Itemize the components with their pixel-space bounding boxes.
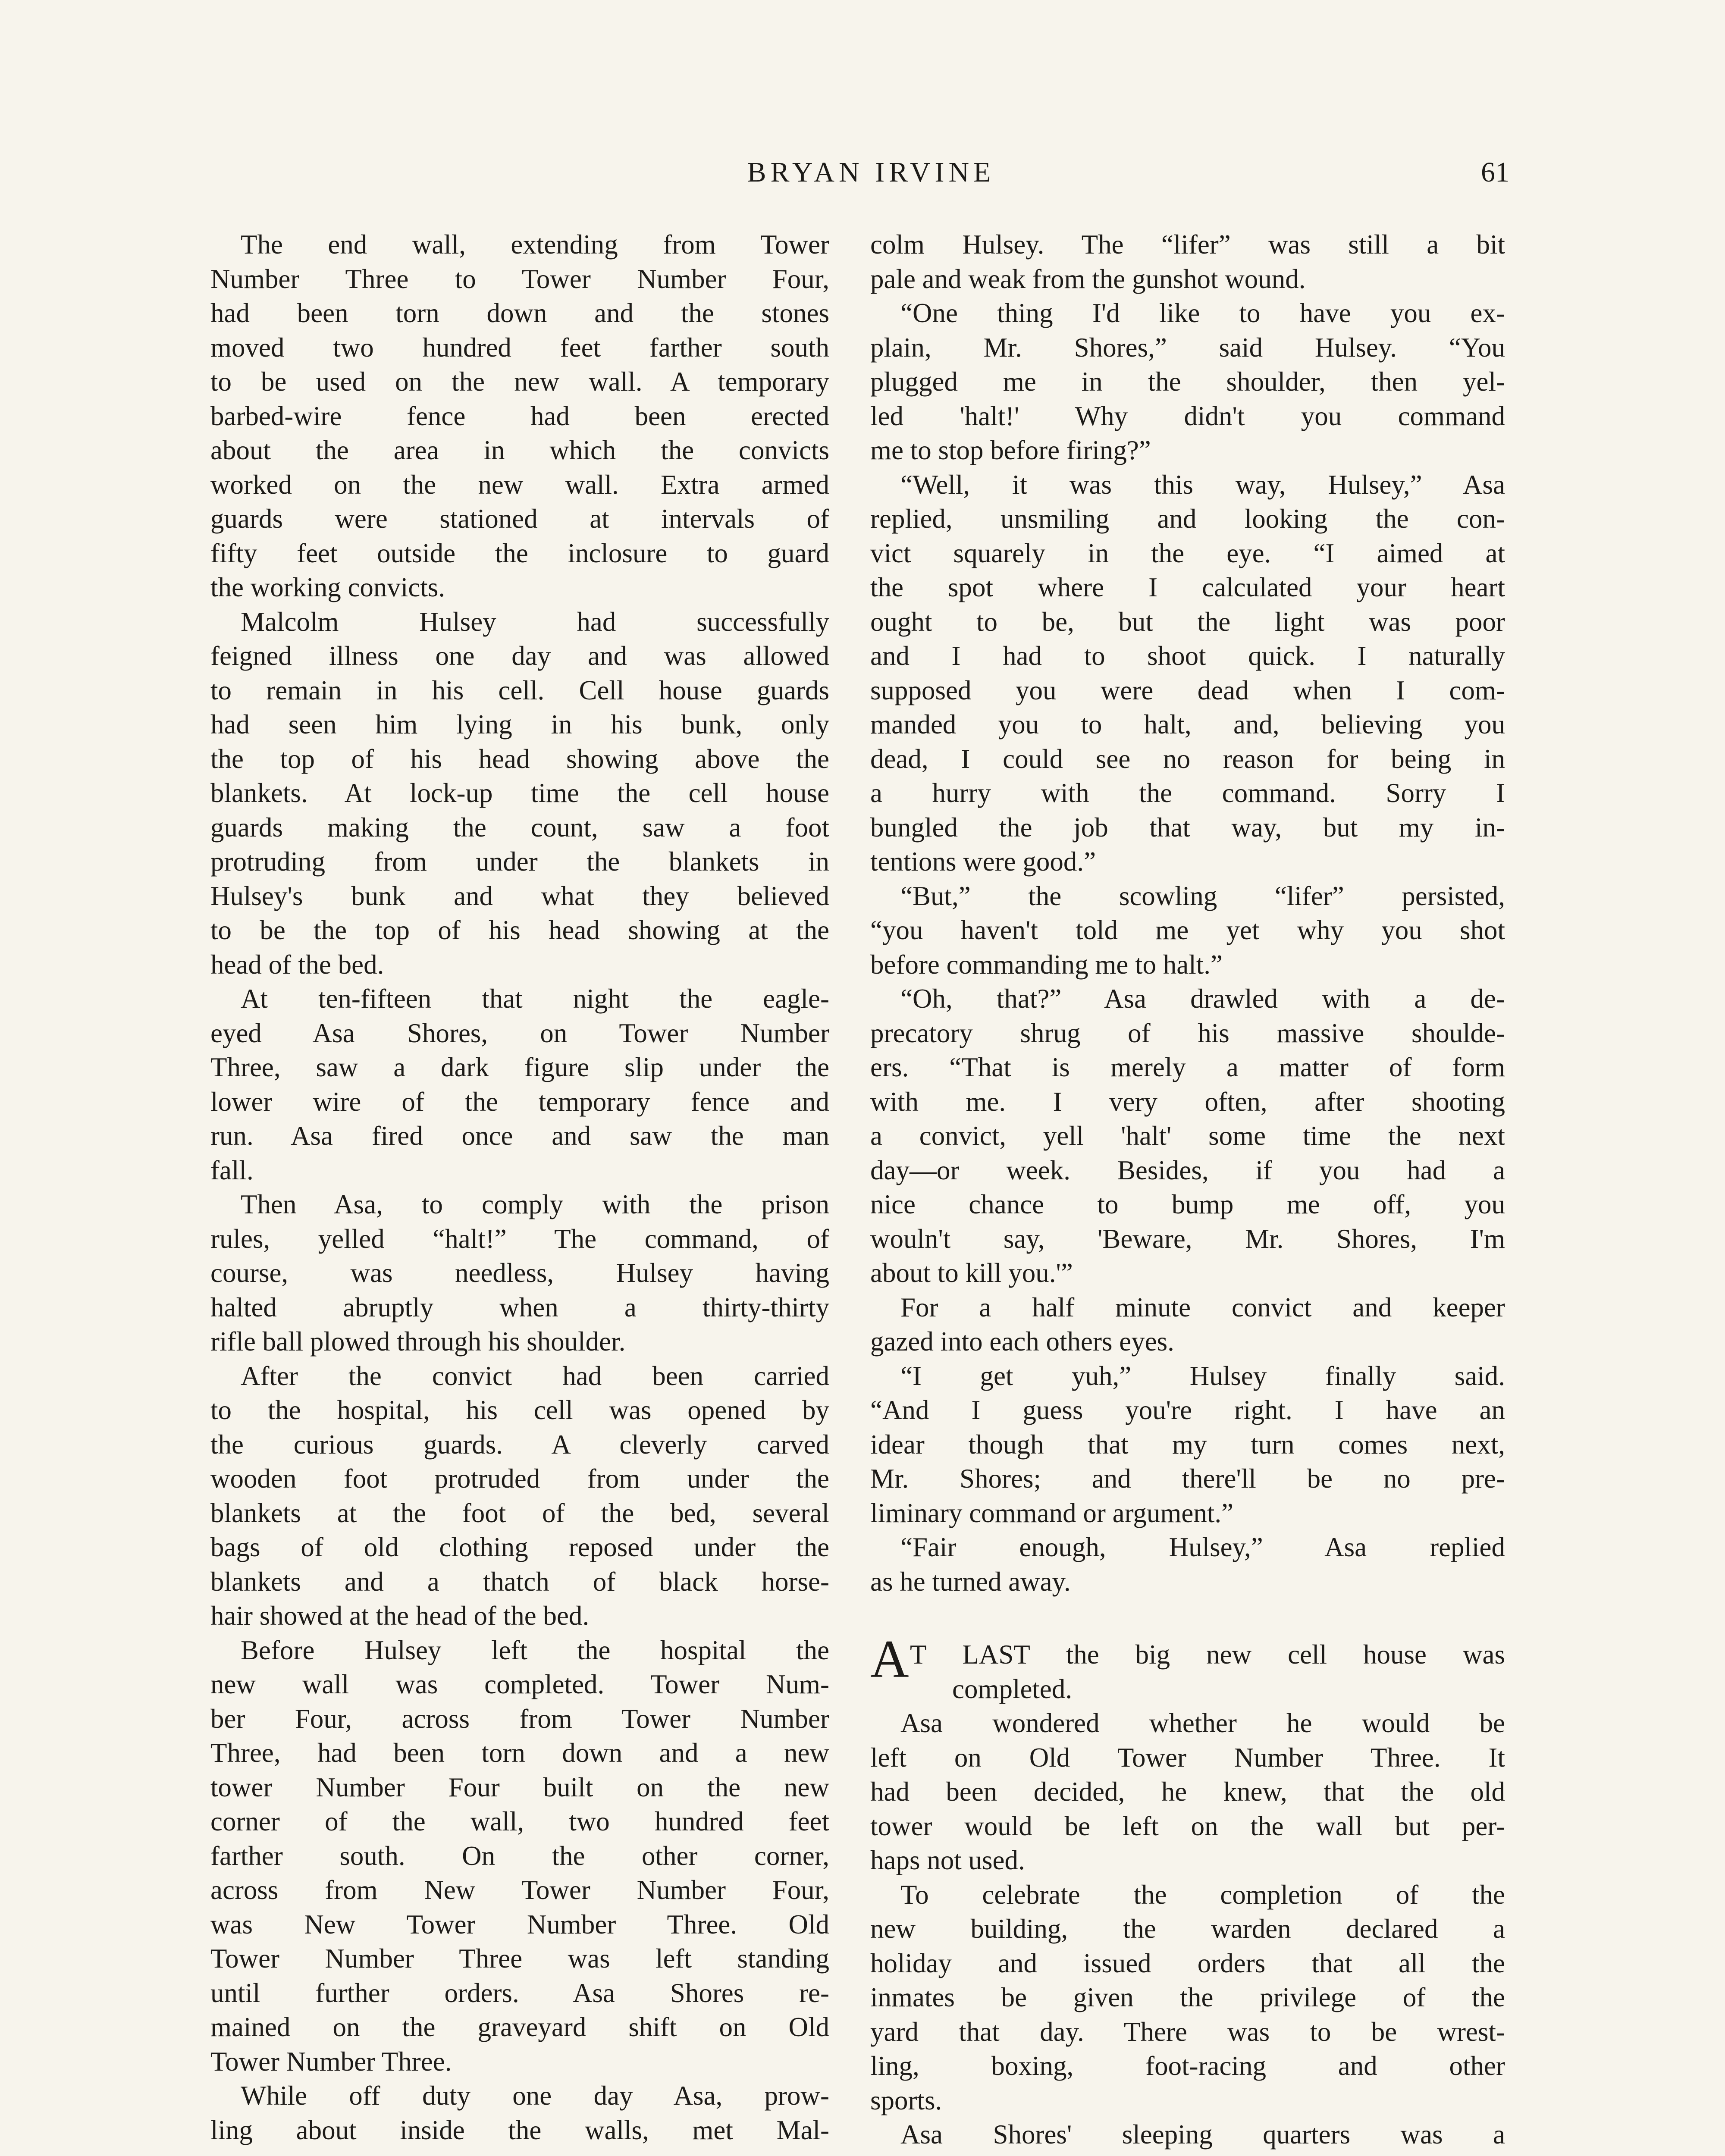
text-line: with me. I very often, after shooting [870,1086,1505,1117]
text-line: ling about inside the walls, met Mal- [210,2115,829,2145]
text-line: was New Tower Number Three. Old [210,1909,829,1940]
text-line: After the convict had been carried [241,1360,829,1391]
text-line: about to kill you.'” [870,1258,1073,1288]
text-line: had been decided, he knew, that the old [870,1777,1505,1807]
text-line: supposed you were dead when I com- [870,675,1505,705]
text-line: “Fair enough, Hulsey,” Asa replied [900,1532,1505,1562]
text-line: to the hospital, his cell was opened by [210,1395,829,1425]
text-line: For a half minute convict and keeper [900,1292,1505,1322]
left-column [210,228,829,2147]
text-line: replied, unsmiling and looking the con- [870,504,1505,534]
text-line: as he turned away. [870,1566,1071,1597]
page-number: 61 [1481,157,1509,188]
text-line: Then Asa, to comply with the prison [241,1189,829,1219]
text-line: had seen him lying in his bunk, only [210,709,829,740]
text-line: guards making the count, saw a foot [210,812,829,843]
text-line: nice chance to bump me off, you [870,1189,1505,1219]
text-line: feigned illness one day and was allowed [210,641,829,671]
text-line: dead, I could see no reason for being in [870,743,1505,774]
text-line: about the area in which the convicts [210,435,829,465]
text-line: ought to be, but the light was poor [870,606,1505,637]
text-line: colm Hulsey. The “lifer” was still a bit [870,229,1505,260]
text-line: tentions were good.” [870,846,1096,877]
text-line: ber Four, across from Tower Number [210,1703,829,1734]
text-line: Mr. Shores; and there'll be no pre- [870,1463,1505,1494]
text-line: Tower Number Three was left standing [210,1943,829,1974]
text-line: left on Old Tower Number Three. It [870,1742,1505,1773]
text-line: mained on the graveyard shift on Old [210,2012,829,2042]
text-line: head of the bed. [210,949,384,980]
text-line: Malcolm Hulsey had successfully [241,606,829,637]
text-line: Asa wondered whether he would be [900,1708,1505,1738]
text-line: wooden foot protruded from under the [210,1463,829,1494]
text-line: liminary command or argument.” [870,1498,1234,1528]
text-line: the spot where I calculated your heart [870,572,1505,602]
text-line: The end wall, extending from Tower [241,229,829,260]
text-line: bags of old clothing reposed under the [210,1532,829,1562]
text-line: new building, the warden declared a [870,1914,1505,1944]
text-line: haps not used. [870,1845,1025,1875]
text-line: blankets and a thatch of black horse- [210,1566,829,1597]
text-line: Asa Shores' sleeping quarters was a [900,2119,1505,2150]
text-line: guards were stationed at intervals of [210,504,829,534]
text-line: While off duty one day Asa, prow- [241,2081,829,2111]
text-line: sports. [870,2085,942,2115]
text-line: barbed-wire fence had been erected [210,401,829,431]
text-line: Before Hulsey left the hospital the [241,1635,829,1665]
text-line: to be used on the new wall. A temporary [210,367,829,397]
text-line: across from New Tower Number Four, [210,1875,829,1905]
text-line: Tower Number Three. [210,2046,452,2077]
text-line: rules, yelled “halt!” The command, of [210,1223,829,1254]
text-line: tower Number Four built on the new [210,1772,829,1802]
drop-cap-continuation: completed. [952,1673,1073,1704]
text-line: halted abruptly when a thirty-thirty [210,1292,829,1322]
text-line: tower would be left on the wall but per- [870,1811,1505,1841]
section-break [870,1599,1505,1638]
text-line: hair showed at the head of the bed. [210,1601,590,1631]
text-line: had been torn down and the stones [210,298,829,328]
drop-cap-line-text: T LAST the big new cell house was [910,1639,1505,1670]
text-line: day—or week. Besides, if you had a [870,1155,1505,1185]
text-line: led 'halt!' Why didn't you command [870,401,1505,431]
text-line: moved two hundred feet farther south [210,332,829,363]
text-line: Three, saw a dark figure slip under the [210,1052,829,1082]
text-line: Number Three to Tower Number Four, [210,263,829,294]
text-line: blankets at the foot of the bed, several [210,1498,829,1528]
text-line: the curious guards. A cleverly carved [210,1429,829,1460]
text-line: protruding from under the blankets in [210,846,829,877]
text-line: run. Asa fired once and saw the man [210,1121,829,1151]
text-line: “Well, it was this way, Hulsey,” Asa [900,469,1505,500]
text-line: corner of the wall, two hundred feet [210,1806,829,1836]
text-line: fifty feet outside the inclosure to guard [210,538,829,568]
text-line: a hurry with the command. Sorry I [870,778,1505,808]
running-title: BRYAN IRVINE [747,157,995,188]
text-line: blankets. At lock-up time the cell house [210,778,829,808]
text-line: To celebrate the completion of the [900,1879,1505,1910]
text-line: plain, Mr. Shores,” said Hulsey. “You [870,332,1505,363]
text-line: rifle ball plowed through his shoulder. [210,1326,626,1357]
text-line: and I had to shoot quick. I naturally [870,641,1505,671]
text-line: the working convicts. [210,572,445,602]
text-line: “But,” the scowling “lifer” persisted, [900,881,1505,911]
right-column-section-two [870,1630,1505,2152]
text-line: gazed into each others eyes. [870,1326,1174,1357]
section-two-lines [870,1706,1505,2152]
right-column [870,228,1505,2152]
text-line: lower wire of the temporary fence and [210,1086,829,1117]
text-line: to be the top of his head showing at the [210,915,829,945]
right-column-section-one [870,228,1505,1599]
text-line: pale and weak from the gunshot wound. [870,263,1306,294]
text-line: course, was needless, Hulsey having [210,1258,829,1288]
text-line: vict squarely in the eye. “I aimed at [870,538,1505,568]
text-line: precatory shrug of his massive shoulde- [870,1018,1505,1048]
text-line: worked on the new wall. Extra armed [210,469,829,500]
text-line: ling, boxing, foot-racing and other [870,2051,1505,2081]
text-line: bungled the job that way, but my in- [870,812,1505,843]
text-line: holiday and issued orders that all the [870,1948,1505,1978]
text-line: until further orders. Asa Shores re- [210,1977,829,2008]
text-line: manded you to halt, and, believing you [870,709,1505,740]
running-head [233,153,1509,192]
text-line: the top of his head showing above the [210,743,829,774]
text-line: a convict, yell 'halt' some time the next [870,1121,1505,1151]
text-line: “And I guess you're right. I have an [870,1395,1505,1425]
text-line: “I get yuh,” Hulsey finally said. [900,1360,1505,1391]
text-line: “One thing I'd like to have you ex- [900,298,1505,328]
text-line: ers. “That is merely a matter of form [870,1052,1505,1082]
text-line: yard that day. There was to be wrest- [870,2016,1505,2047]
text-line: fall. [210,1155,254,1185]
text-line: farther south. On the other corner, [210,1840,829,1871]
text-line: to remain in his cell. Cell house guards [210,675,829,705]
text-line: idear though that my turn comes next, [870,1429,1505,1460]
text-line: me to stop before firing?” [870,435,1151,465]
drop-cap: A [870,1630,909,1689]
text-line: before commanding me to halt.” [870,949,1223,980]
text-line: eyed Asa Shores, on Tower Number [210,1018,829,1048]
text-line: plugged me in the shoulder, then yel- [870,367,1505,397]
text-line: wouln't say, 'Beware, Mr. Shores, I'm [870,1223,1505,1254]
text-line: Three, had been torn down and a new [210,1738,829,1768]
text-line: “Oh, that?” Asa drawled with a de- [900,984,1505,1014]
text-line: new wall was completed. Tower Num- [210,1669,829,1699]
text-line: inmates be given the privilege of the [870,1982,1505,2012]
text-line: Hulsey's bunk and what they believed [210,881,829,911]
text-line: “you haven't told me yet why you shot [870,915,1505,945]
text-line: At ten-fifteen that night the eagle- [241,984,829,1014]
